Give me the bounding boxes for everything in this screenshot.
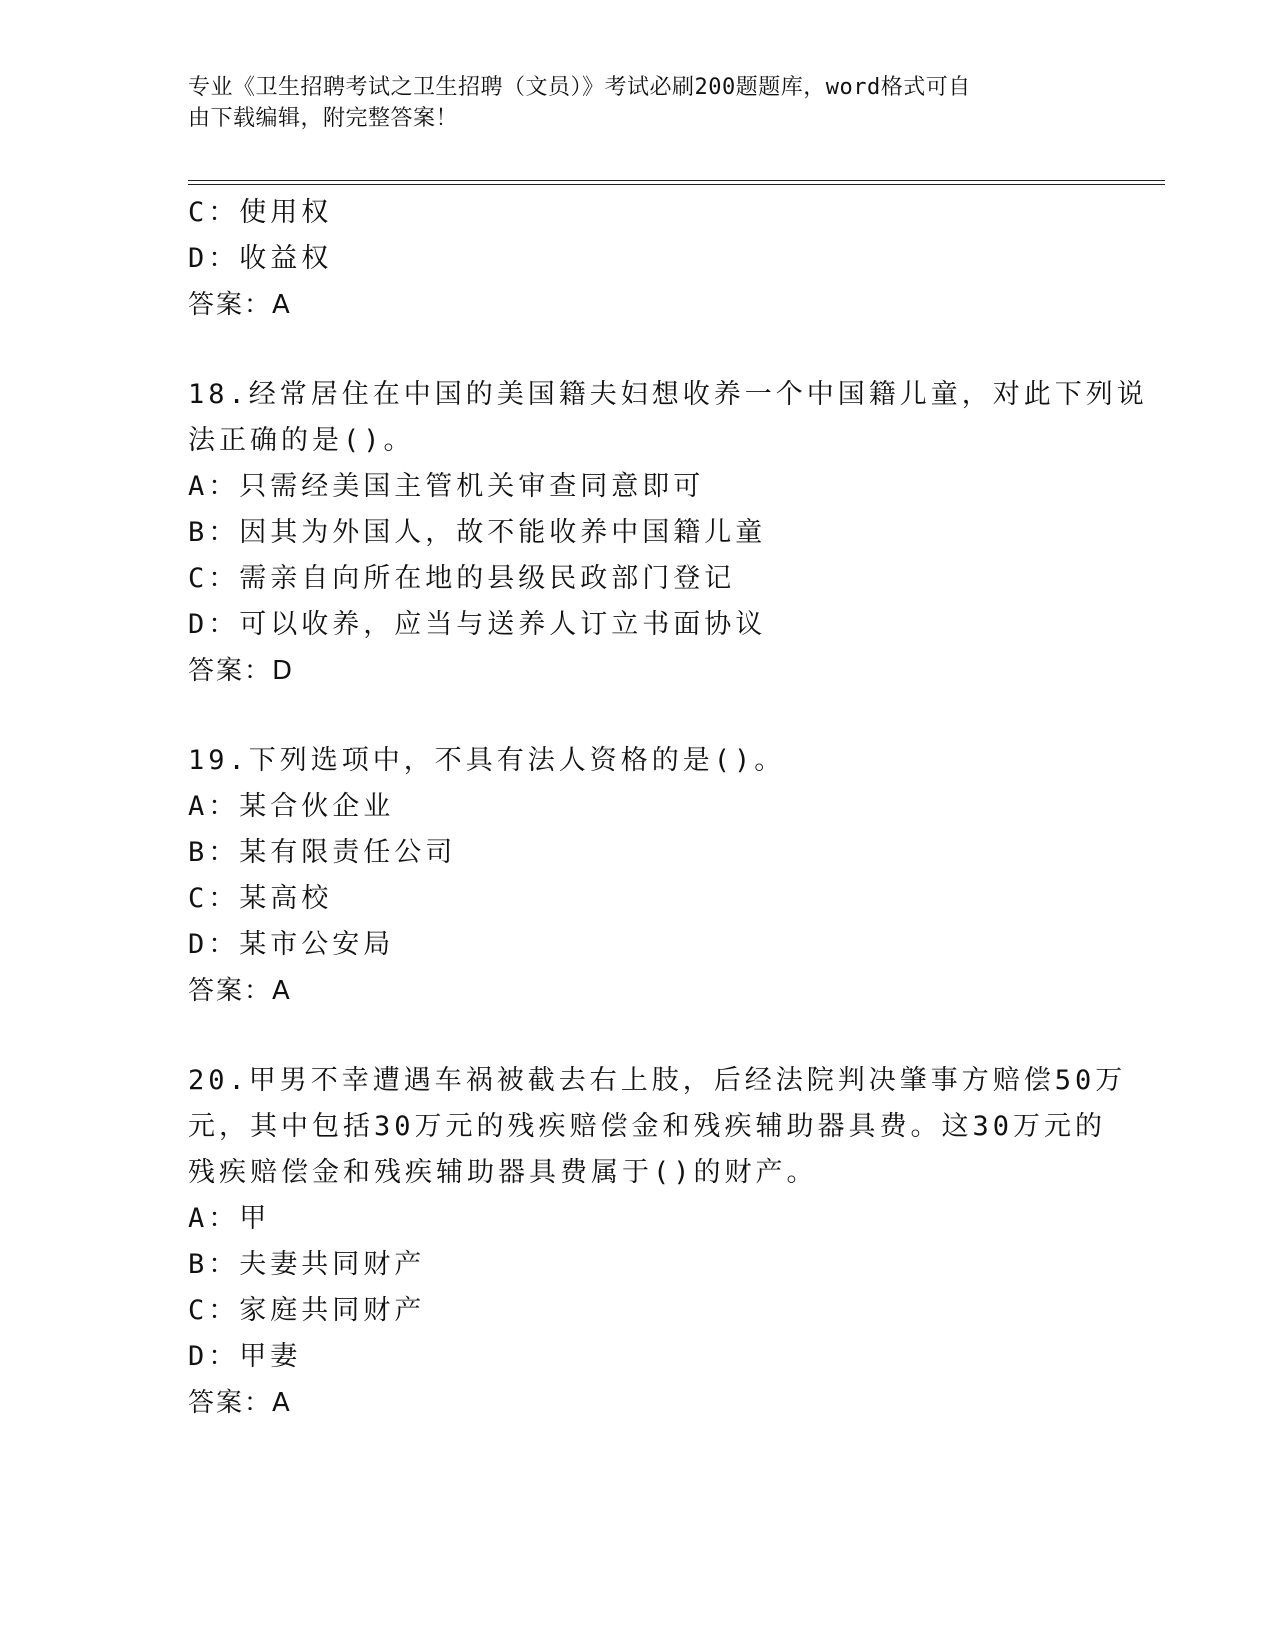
question-19: [188, 738, 1088, 1014]
option-b: B：某有限责任公司: [188, 837, 457, 868]
option-b: B：夫妻共同财产: [188, 1249, 426, 1280]
stem-line: 19.下列选项中，不具有法人资格的是()。: [188, 745, 786, 776]
question-20: [188, 1058, 1127, 1426]
spacer: [188, 1014, 1088, 1058]
option-d: D：某市公安局: [188, 929, 395, 960]
question-stem: [188, 738, 1088, 784]
option-c: C：使用权: [188, 197, 333, 228]
stem-line: 残疾赔偿金和残疾辅助器具费属于()的财产。: [188, 1157, 818, 1188]
spacer: [188, 694, 1088, 738]
spacer: [188, 328, 1088, 372]
answer-line: 答案：A: [188, 1388, 292, 1418]
question-stem: [188, 372, 1148, 464]
question-stem: [188, 1058, 1127, 1196]
option-c: C：某高校: [188, 883, 333, 914]
option-a: A：甲: [188, 1203, 271, 1234]
continued-question: [188, 190, 1088, 328]
option-a: A：某合伙企业: [188, 791, 395, 822]
question-18: [188, 372, 1148, 694]
answer-line: 答案：A: [188, 976, 292, 1006]
question-list: [188, 190, 1148, 1426]
header-line-1: 专业《卫生招聘考试之卫生招聘（文员）》考试必刷200题题库，word格式可自: [188, 75, 971, 100]
option-b: B：因其为外国人，故不能收养中国籍儿童: [188, 517, 767, 548]
stem-line: 法正确的是()。: [188, 425, 415, 456]
option-c: C：需亲自向所在地的县级民政部门登记: [188, 563, 736, 594]
answer-line: 答案：A: [188, 290, 292, 320]
answer-line: 答案：D: [188, 656, 295, 686]
header-line-2: 由下载编辑，附完整答案！: [188, 106, 459, 131]
option-c: C：家庭共同财产: [188, 1295, 426, 1326]
stem-line: 元，其中包括30万元的残疾赔偿金和残疾辅助器具费。这30万元的: [188, 1111, 1107, 1142]
stem-line: 18.经常居住在中国的美国籍夫妇想收养一个中国籍儿童，对此下列说: [188, 379, 1148, 410]
option-d: D：可以收养，应当与送养人订立书面协议: [188, 609, 767, 640]
option-a: A：只需经美国主管机关审查同意即可: [188, 471, 705, 502]
page-header: [188, 72, 1068, 134]
option-d: D：收益权: [188, 243, 333, 274]
header-divider: [188, 180, 1165, 185]
option-d: D：甲妻: [188, 1341, 302, 1372]
stem-line: 20.甲男不幸遭遇车祸被截去右上肢，后经法院判决肇事方赔偿50万: [188, 1065, 1127, 1096]
